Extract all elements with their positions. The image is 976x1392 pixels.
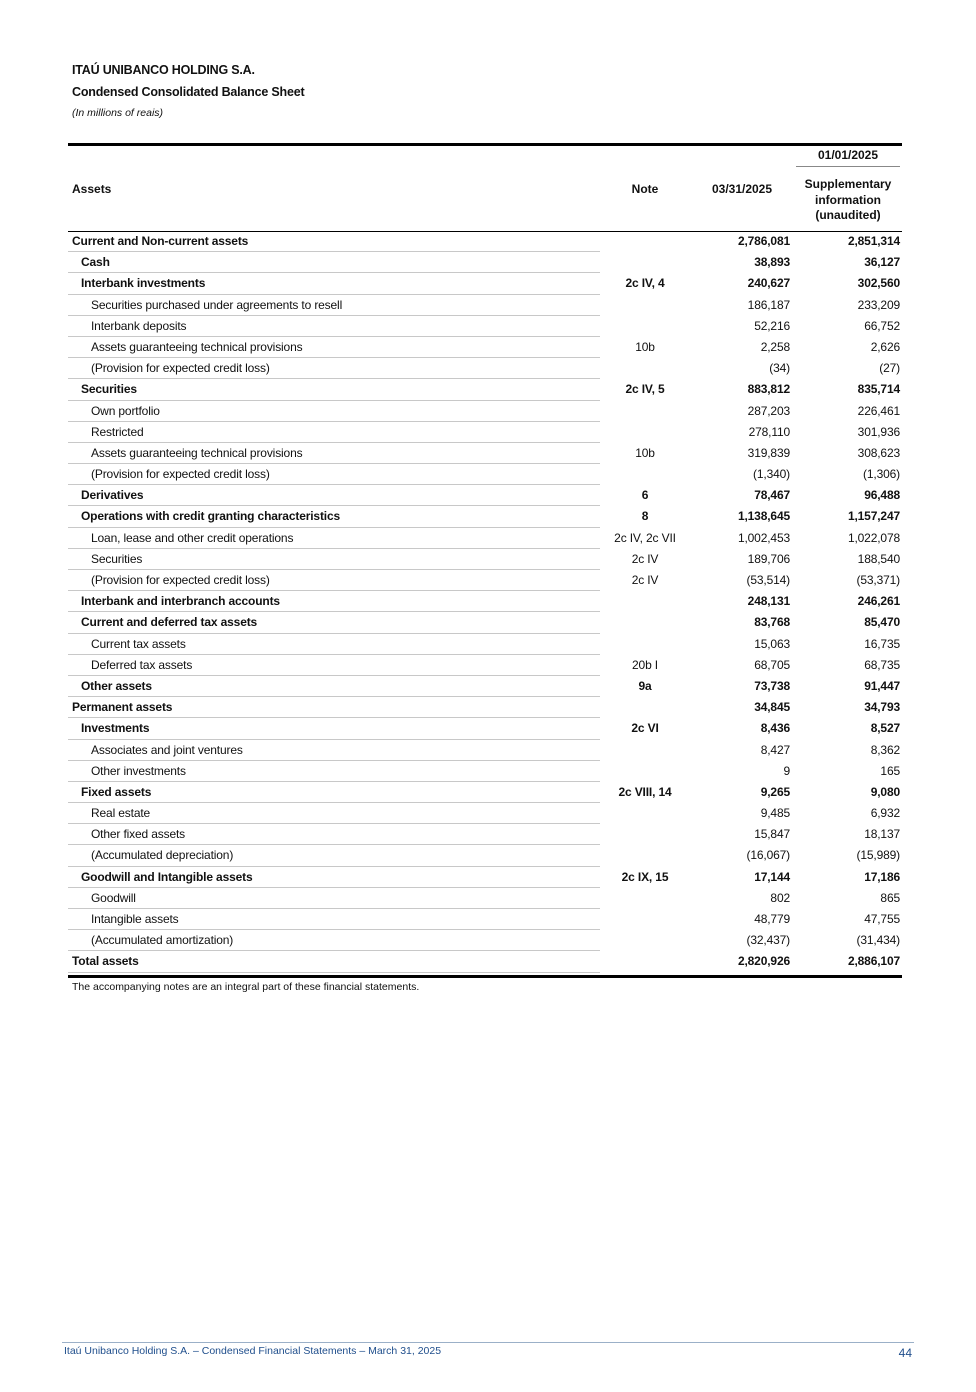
row-value-03-31-2025: 9,265 (760, 784, 790, 799)
table-top-rule (68, 143, 902, 146)
row-label: Securities (68, 379, 600, 400)
table-row (68, 485, 902, 506)
row-label: Securities purchased under agreements to resell (68, 295, 600, 316)
row-label: Other investments (68, 761, 600, 782)
row-note: 8 (641, 509, 649, 524)
row-value-01-01-2025: 2,851,314 (847, 234, 900, 248)
row-label: Deferred tax assets (68, 655, 600, 676)
column-header-period2-line3: (unaudited) (815, 208, 881, 222)
row-value-01-01-2025: (53,371) (856, 573, 900, 587)
table-row (68, 570, 902, 591)
row-note: 10b (635, 445, 655, 460)
row-note: 2c IV (631, 551, 659, 566)
footnote: The accompanying notes are an integral part of these financial statements. (72, 981, 420, 993)
table-row (68, 379, 902, 400)
row-value-01-01-2025: 308,623 (857, 445, 900, 460)
row-value-03-31-2025: (1,340) (753, 467, 790, 482)
row-value-01-01-2025: 226,461 (857, 403, 900, 418)
row-value-03-31-2025: 319,839 (747, 445, 790, 460)
row-label: Intangible assets (68, 909, 600, 930)
row-label: Loan, lease and other credit operations (68, 528, 600, 549)
table-row (68, 422, 902, 443)
row-value-03-31-2025: 34,845 (754, 700, 790, 715)
table-row (68, 761, 902, 782)
row-label: Goodwill and Intangible assets (68, 867, 600, 888)
row-note: 10b (635, 339, 655, 354)
table-bottom-rule (68, 975, 902, 978)
row-value-03-31-2025: 278,110 (748, 424, 790, 439)
table-row (68, 358, 902, 379)
row-label: Fixed assets (68, 782, 600, 803)
table-row (68, 506, 902, 527)
row-label: Own portfolio (68, 401, 600, 422)
row-label: Assets guaranteeing technical provisions (68, 337, 600, 358)
table-row (68, 867, 902, 888)
row-value-01-01-2025: 6,932 (870, 806, 900, 821)
row-label: Securities (68, 549, 600, 570)
row-value-03-31-2025: 17,144 (754, 869, 790, 884)
row-value-01-01-2025: 2,886,107 (847, 954, 900, 969)
row-label: Total assets (68, 951, 600, 972)
row-label: (Accumulated amortization) (68, 930, 600, 951)
column-header-date-rule (796, 166, 900, 167)
row-value-03-31-2025: 2,258 (760, 339, 790, 354)
page-number: 44 (898, 1346, 912, 1360)
row-note: 2c IV, 4 (625, 276, 665, 291)
row-note: 2c IV (631, 573, 659, 587)
table-row (68, 231, 902, 252)
table-row (68, 252, 902, 273)
table-row (68, 591, 902, 612)
row-label: Other fixed assets (68, 824, 600, 845)
row-value-01-01-2025: 8,362 (870, 742, 900, 757)
row-label: Assets guaranteeing technical provisions (68, 443, 600, 464)
row-value-03-31-2025: 240,627 (747, 276, 790, 291)
column-header-note: Note (631, 182, 659, 196)
row-value-03-31-2025: 189,706 (747, 551, 790, 566)
row-note: 9a (638, 678, 652, 693)
table-row (68, 740, 902, 761)
table-row (68, 612, 902, 633)
table-row (68, 634, 902, 655)
row-value-01-01-2025: (27) (879, 361, 900, 376)
row-value-03-31-2025: 52,216 (754, 318, 790, 333)
row-value-01-01-2025: 302,560 (857, 276, 900, 291)
row-value-01-01-2025: 1,157,247 (847, 509, 900, 524)
row-label: Real estate (68, 803, 600, 824)
row-note: 6 (641, 488, 649, 503)
table-row (68, 316, 902, 337)
row-label: Interbank and interbranch accounts (68, 591, 600, 612)
table-row (68, 951, 902, 972)
row-value-01-01-2025: (31,434) (856, 933, 900, 948)
row-label: Other assets (68, 676, 600, 697)
row-value-03-31-2025: 68,705 (754, 657, 790, 672)
row-label: Associates and joint ventures (68, 740, 600, 761)
row-note: 20b I (632, 657, 658, 672)
row-value-03-31-2025: 9,485 (760, 806, 790, 821)
row-label: Cash (68, 252, 600, 273)
row-value-01-01-2025: 9,080 (870, 784, 900, 799)
row-value-03-31-2025: 8,427 (760, 742, 790, 757)
row-value-01-01-2025: 47,755 (864, 912, 900, 926)
table-row (68, 930, 902, 951)
row-value-03-31-2025: 883,812 (747, 382, 790, 397)
table-row (68, 549, 902, 570)
row-value-03-31-2025: 802 (770, 890, 790, 905)
row-value-01-01-2025: 233,209 (857, 297, 900, 312)
row-value-01-01-2025: 66,752 (864, 318, 900, 333)
table-row (68, 443, 902, 464)
table-row (68, 295, 902, 316)
table-row (68, 655, 902, 676)
table-row (68, 845, 902, 866)
row-note: 2c VIII, 14 (618, 784, 672, 799)
table-row (68, 528, 902, 549)
row-label: (Accumulated depreciation) (68, 845, 600, 866)
row-label: Interbank deposits (68, 316, 600, 337)
row-value-03-31-2025: 8,436 (760, 721, 790, 736)
row-value-03-31-2025: 287,203 (747, 403, 790, 418)
row-value-01-01-2025: 91,447 (864, 678, 900, 693)
column-header-period2 (796, 177, 900, 224)
row-label: (Provision for expected credit loss) (68, 358, 600, 379)
row-label: Permanent assets (68, 697, 600, 718)
table-row (68, 718, 902, 739)
table-row (68, 782, 902, 803)
row-value-01-01-2025: 16,735 (864, 636, 900, 651)
column-header-period2-line1: Supplementary (804, 177, 892, 191)
row-value-03-31-2025: 248,131 (747, 594, 790, 609)
balance-sheet-table (68, 231, 902, 973)
row-value-03-31-2025: 186,187 (747, 297, 790, 312)
row-value-01-01-2025: 1,022,078 (847, 530, 900, 545)
row-value-01-01-2025: 246,261 (857, 594, 900, 609)
row-value-01-01-2025: 85,470 (864, 615, 900, 630)
row-value-01-01-2025: 36,127 (864, 255, 900, 270)
row-label: Interbank investments (68, 273, 600, 294)
row-value-03-31-2025: 1,138,645 (737, 509, 790, 524)
row-value-03-31-2025: (34) (769, 361, 790, 376)
row-value-03-31-2025: 48,779 (754, 912, 790, 926)
table-row (68, 824, 902, 845)
company-name: ITAÚ UNIBANCO HOLDING S.A. (72, 63, 255, 77)
row-label: (Provision for expected credit loss) (68, 570, 600, 591)
column-header-period1: 03/31/2025 (711, 182, 773, 196)
row-value-01-01-2025: 17,186 (864, 869, 900, 884)
row-value-03-31-2025: 9 (783, 763, 790, 778)
row-value-01-01-2025: 96,488 (864, 488, 900, 503)
row-value-03-31-2025: (16,067) (746, 848, 790, 863)
row-value-01-01-2025: 34,793 (864, 700, 900, 715)
row-label: Current and Non-current assets (68, 231, 600, 252)
column-header-assets: Assets (72, 182, 112, 196)
row-value-03-31-2025: 2,820,926 (737, 954, 790, 969)
row-value-01-01-2025: 165 (880, 763, 900, 778)
row-note: 2c IX, 15 (621, 869, 669, 884)
table-row (68, 464, 902, 485)
row-label: Current and deferred tax assets (68, 612, 600, 633)
row-value-03-31-2025: (32,437) (746, 933, 790, 948)
row-value-01-01-2025: 301,936 (857, 424, 900, 439)
table-row (68, 803, 902, 824)
row-value-03-31-2025: 2,786,081 (737, 234, 790, 248)
table-row (68, 888, 902, 909)
row-note: 2c VI (631, 721, 659, 736)
row-value-01-01-2025: 8,527 (870, 721, 900, 736)
row-value-01-01-2025: (15,989) (856, 848, 900, 863)
row-value-03-31-2025: 78,467 (754, 488, 790, 503)
row-label: Operations with credit granting characteristics (68, 506, 600, 527)
footer-text: Itaú Unibanco Holding S.A. – Condensed Financial Statements – March 31, 2025 (64, 1345, 442, 1357)
table-row (68, 337, 902, 358)
row-label: Investments (68, 718, 600, 739)
table-row (68, 676, 902, 697)
row-label: Derivatives (68, 485, 600, 506)
row-label: Current tax assets (68, 634, 600, 655)
row-value-01-01-2025: 68,735 (864, 657, 900, 672)
document-title: Condensed Consolidated Balance Sheet (72, 85, 305, 99)
row-label: (Provision for expected credit loss) (68, 464, 600, 485)
row-value-03-31-2025: 15,063 (754, 636, 790, 651)
row-value-01-01-2025: (1,306) (863, 467, 900, 482)
row-value-03-31-2025: 83,768 (754, 615, 790, 630)
table-row (68, 401, 902, 422)
column-header-period2-date: 01/01/2025 (817, 148, 879, 162)
row-value-01-01-2025: 835,714 (857, 382, 900, 397)
column-header-period2-line2: information (815, 192, 881, 207)
units-note: (In millions of reais) (72, 107, 164, 119)
table-row (68, 273, 902, 294)
row-note: 2c IV, 2c VII (614, 530, 676, 545)
row-value-01-01-2025: 2,626 (870, 339, 900, 354)
row-value-03-31-2025: 15,847 (754, 827, 790, 842)
row-label: Goodwill (68, 888, 600, 909)
row-value-03-31-2025: 1,002,453 (737, 530, 790, 545)
footer-rule (62, 1342, 914, 1343)
row-value-03-31-2025: (53,514) (746, 573, 790, 587)
row-label: Restricted (68, 422, 600, 443)
table-row (68, 697, 902, 718)
table-row (68, 909, 902, 930)
row-note: 2c IV, 5 (625, 382, 665, 397)
row-value-03-31-2025: 73,738 (754, 678, 790, 693)
row-value-03-31-2025: 38,893 (754, 255, 790, 270)
row-value-01-01-2025: 865 (880, 890, 900, 905)
row-value-01-01-2025: 188,540 (857, 551, 900, 566)
row-value-01-01-2025: 18,137 (864, 827, 900, 842)
